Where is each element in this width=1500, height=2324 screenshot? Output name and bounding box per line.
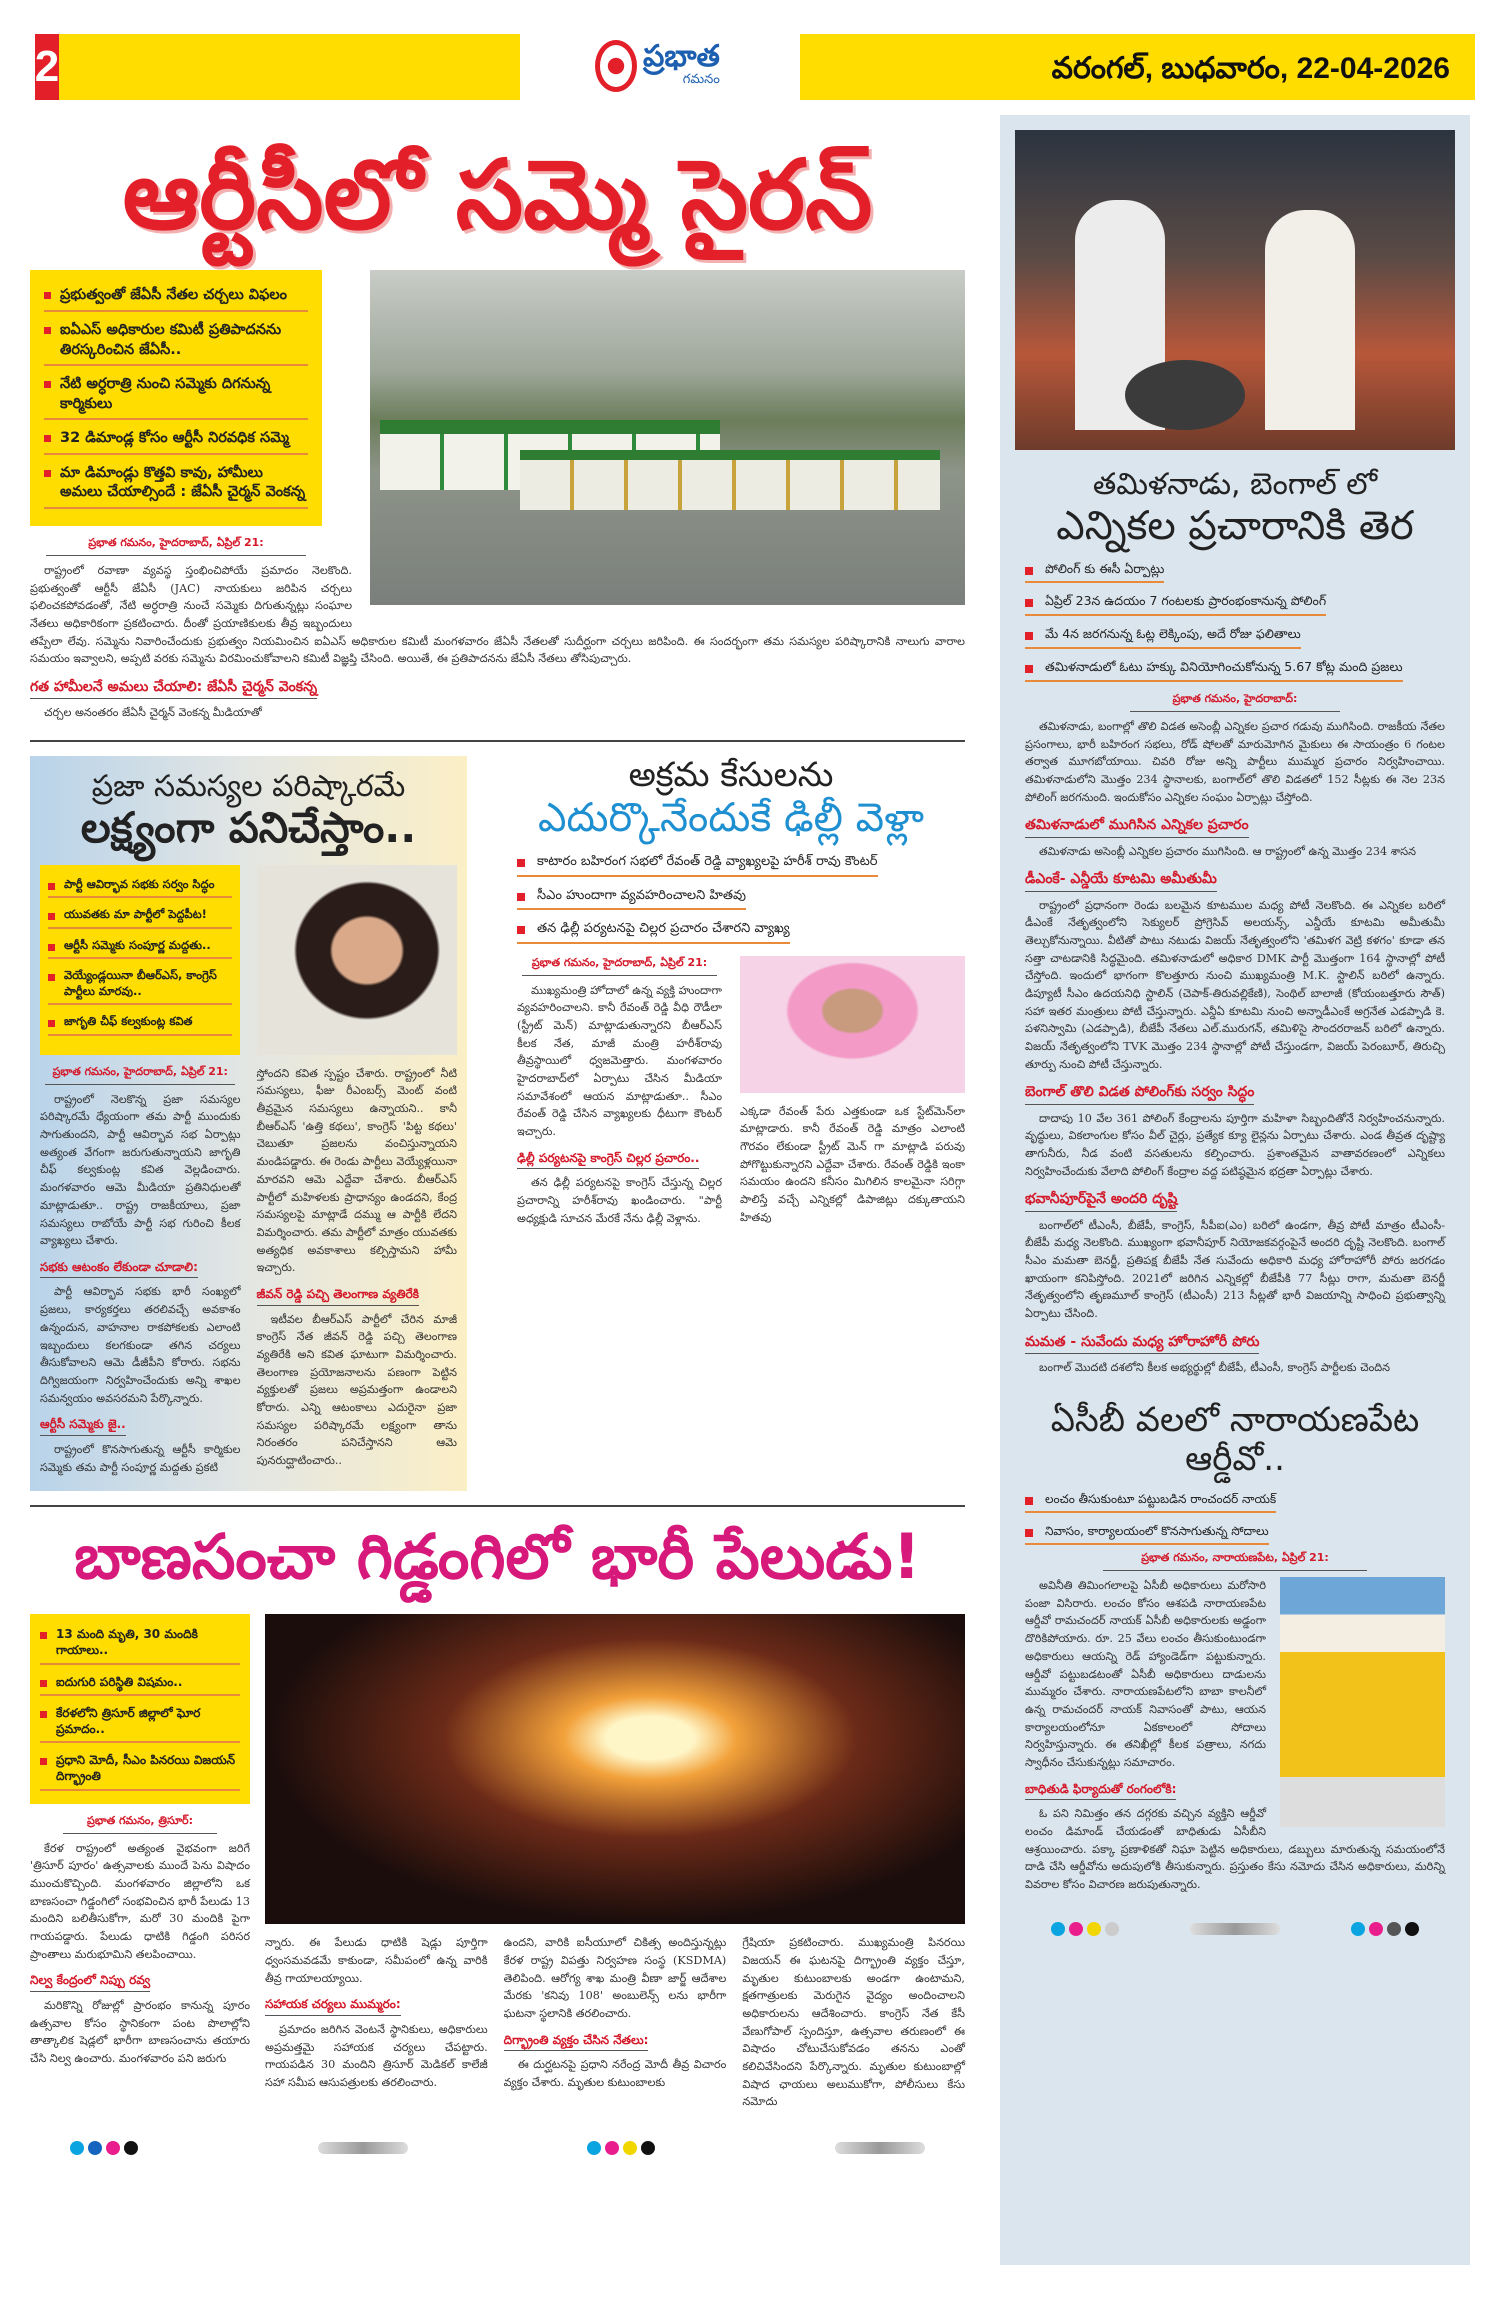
bullet: పార్టీ ఆవిర్భావ సభకు సర్వం సిద్ధం: [48, 873, 232, 899]
acb-headline: ఏసీబీ వలలో నారాయణపేట ఆర్డీవో..: [1050, 1399, 1420, 1479]
section-divider: [30, 740, 965, 742]
rtc-buses-photo: [370, 270, 965, 605]
color-registration-marks: [1351, 1922, 1419, 1936]
rtc-headline: ఆర్టీసీలో సమ్మె సైరన్: [122, 139, 873, 251]
paragraph: రాష్ట్రంలో ప్రధానంగా రెండు బలమైన కూటముల మధ్య పోటీ నెలకొంది. ఈ ఎన్నికల బరిలో డీఎంకే నేతృత్వంలోని సెక్యులర్ ప్రోగ్రెసివ్ అలయన్స్, ఎన్డీయే కూటమి అమీతుమీ తెల్చుకోనున్నాయి. వీటితో పాటు నటుడు విజయ్ నేతృత్వంలోని 'తమిళగ వెట్రి కళగం' కూడా తన సత్తా చాటడానికి సిద్ధమైంది. తమిళనాడులో అధికార DMK పార్టీ మొత్తంగా 164 స్థానాల్లో పోటీ చేస్తోంది. ఇందులో భాగంగా కొలత్తూరు నుంచి ముఖ్యమంత్రి M.K. స్టాలిన్ బరిలో ఉన్నారు. డిప్యూటీ సీఎం ఉదయనిధి స్టాలిన్ (చెపాక్-తిరువల్లికేణి), సెంథిల్ బాలాజీ (కోయంబత్తూరు సౌత్) సహా ఇతర మంత్రులు పోటీ చేస్తున్నారు. ఎన్డీఏ కూటమి నుంచి అన్నాడీఎంకే అగ్రనేత ఎడప్పాడి కె. పళనిస్వామి (ఎడప్పాడి), బీజేపీ నేతలు ఎల్.మురుగన్, తమిళిసై సౌందరరాజన్ బరిలో ఉన్నారు. విజయ్ నేతృత్వంలోని TVK మొత్తం 234 స్థానాల్లో పోటీ చేస్తుండగా, విజయ్ పెరంబూర్, తిరుచ్చి తూర్పు నుంచి పోటీ చేస్తున్నారు.: [1025, 898, 1445, 1071]
dateline: ప్రభాత గమనం, హైదరాబాద్, ఏప్రిల్ 21:: [45, 1065, 235, 1085]
date-line: వరంగల్, బుధవారం, 22-04-2026: [1051, 52, 1450, 85]
paragraph: స్తోందని కవిత స్పష్టం చేశారు. రాష్ట్రంలో నీటి సమస్యలు, ఫీజు రీఎంబర్స్ మెంట్ వంటి తీవ్రమైన సమస్యలు ఉన్నాయని.. కానీ బీఆర్ఎస్ 'ఉత్తి కథలు', కాంగ్రెస్ 'పిట్ట కథలు' చెబుతూ ప్రజలను వంచిస్తున్నాయని మండిపడ్డారు. ఈ రెండు పార్టీలు వెయ్యేళ్లయినా మారవని ఆమె ఎద్దేవా చేశారు. బీఆర్ఎస్ పార్టీలో మహిళలకు ప్రాధాన్యం ఉండదని, కేంద్ర సమస్యలపై మాట్లాడే దమ్ము ఆ పార్టీకి లేదని విమర్శించారు. తమ పార్టీలో మాత్రం యువతకు అత్యధిక అవకాశాలు కల్పిస్తామని హామీ ఇచ్చారు.: [256, 1066, 457, 1275]
paragraph: ఎక్కడా రేవంత్ పేరు ఎత్తకుండా ఒక స్టేట్‌మెన్‌లా మాట్లాడారు. కానీ రేవంత్ రెడ్డి మాత్రం ఎలాంటి గౌరవం లేకుండా స్ట్రీట్ మెన్ గా మాట్లాడి పరువు పోగొట్టుకున్నారని ఎద్దేవా చేశారు. రేవంత్ రెడ్డికి ఇంకా సమయం ఉందని కనీసం మిగిలిన కాలమైనా సరిగ్గా పాలిస్తే వచ్చే ఎన్నికల్లో డిపాజిట్లు దక్కుతాయని హితవు: [740, 1104, 965, 1224]
election-photo: [1015, 130, 1455, 450]
dateline: ప్రభాత గమనం, హైదరాబాద్:: [1130, 692, 1340, 712]
bullet: సీఎం హుందాగా వ్యవహరించాలని హితవు: [517, 883, 746, 911]
harish-article: [497, 756, 965, 1491]
newspaper-logo: [595, 30, 795, 102]
logo-emblem-icon: [595, 40, 637, 92]
bullet: మే 4న జరగనున్న ఓట్ల లెక్కింపు, అదే రోజు ఫలితాలు: [1025, 622, 1301, 649]
subheading: తమిళనాడులో ముగిసిన ఎన్నికల ప్రచారం: [1025, 816, 1249, 837]
paragraph: తమిళనాడు అసెంబ్లీ ఎన్నికల ప్రచారం ముగిసింది. ఆ రాష్ట్రంలో ఉన్న మొత్తం 234 శాసన: [1039, 844, 1416, 858]
bullet: 13 మంది మృతి, 30 మందికి గాయాలు..: [40, 1622, 240, 1664]
blast-photo: [265, 1614, 965, 1924]
bullet: ఐఏఎస్ అధికారుల కమిటీ ప్రతిపాదనను తిరస్కరించిన జేఏసీ..: [44, 317, 308, 366]
registration-bar: [835, 2142, 925, 2154]
bullet: ఆర్టీసీ సమ్మెకు సంపూర్ణ మద్దతు..: [48, 934, 232, 960]
acb-article: [1015, 1401, 1455, 1898]
paragraph: రాష్ట్రంలో కొనసాగుతున్న ఆర్టీసీ కార్మికుల సమ్మెకు తమ పార్టీ సంపూర్ణ మద్దతు ప్రకటి: [40, 1442, 241, 1474]
color-registration-marks: [70, 2141, 138, 2155]
subheading: బెంగాల్ తొలి విడత పోలింగ్‌కు సర్వం సిద్ధం: [1025, 1083, 1254, 1104]
harish-kicker: అక్రమ కేసులను: [628, 754, 834, 795]
paragraph: తన ఢిల్లీ పర్యటనపై కాంగ్రెస్ చేస్తున్న చిల్లర ప్రచారాన్ని హరీశ్‌రావు ఖండించారు. "పార్టీ అధ్యక్షుడి సూచన మేరకే నేను ఢిల్లీ వెళ్లాను.: [517, 1176, 722, 1225]
bullet: యువతకు మా పార్టీలో పెద్దపీట!: [48, 903, 232, 929]
header-bar-left: [35, 34, 520, 100]
bullet: ఏప్రిల్ 23న ఉదయం 7 గంటలకు ప్రారంభంకానున్న పోలింగ్: [1025, 589, 1326, 616]
paragraph: రాష్ట్రంలో నెలకొన్న ప్రజా సమస్యల పరిష్కారమే ధ్యేయంగా తమ పార్టీ ముందుకు సాగుతుందని, పార్టీ ఆవిర్భావ సభ ఏర్పాట్లు అత్యంత వేగంగా జరుగుతున్నాయని జాగృతి చీఫ్ కల్వకుంట్ల కవిత వెల్లడించారు. మంగళవారం ఆమె మీడియా ప్రతినిధులతో మాట్లాడుతూ.. రాష్ట్ర రాజకీయాలు, ప్రజా సమస్యలు రాబోయే పార్టీ సభ గురించి కీలక వ్యాఖ్యలు చేశారు.: [40, 1092, 241, 1248]
harish-headline: ఎదుర్కొనేందుకే ఢిల్లీ వెళ్లా: [538, 794, 924, 841]
rtc-article: [30, 140, 965, 726]
bullet: తమిళనాడులో ఓటు హక్కు వినియోగించుకోనున్న 5.67 కోట్ల మంది ప్రజలు: [1025, 655, 1403, 682]
bullet: వెయ్యేండ్లయినా బీఆర్ఎస్, కాంగ్రెస్ పార్టీలు మారవు..: [48, 964, 232, 1005]
rtc-bullets: [30, 270, 322, 526]
kavitha-photo: [257, 865, 457, 1055]
main-content: [30, 140, 965, 2155]
blast-bullets: [30, 1614, 250, 1803]
bullet: లంచం తీసుకుంటూ పట్టుబడిన రాంచందర్ నాయక్: [1025, 1487, 1276, 1513]
logo-title: ప్రభాత: [643, 39, 720, 74]
registration-bar: [1190, 1923, 1280, 1935]
bullet: ఐదుగురి పరిస్థితి విషమం..: [40, 1670, 240, 1696]
election-headline: ఎన్నికల ప్రచారానికి తెర: [1056, 502, 1414, 549]
paragraph: చర్చల అనంతరం జేఏసీ చైర్మన్ వెంకన్న మీడియాతో: [44, 706, 262, 720]
paragraph: తమిళనాడు, బంగాల్లో తొలి విడత అసెంబ్లీ ఎన్నికల ప్రచార గడువు ముగిసింది. రాజకీయ నేతల ప్రసంగాలు, భారీ బహిరంగ సభలు, రోడ్ షోలతో మారుమోగిన మైకులు ఈ సాయంత్రం 6 గంటల తర్వాత మూగబోయాయి. చివరి రోజు అన్ని పార్టీలు ముమ్మర ప్రచారం నిర్వహించాయి. తమిళనాడులోని మొత్తం 234 స్థానాలకు, బంగాల్‌లో తొలి విడతలో 152 సీట్లకు ఈ నెల 23న పోలింగ్ జరగనుంది. ఇందుకోసం ఎన్నికల సంఘం ఏర్పాట్లు చేస్తోంది.: [1025, 720, 1445, 804]
logo-subtitle: గమనం: [682, 72, 720, 87]
election-body: [1015, 692, 1455, 1377]
paragraph: రాష్ట్రంలో రవాణా వ్యవస్థ స్తంభించిపోయే ప్రమాదం నెలకొంది. ప్రభుత్వంతో ఆర్టీసీ జేఏసీ (JAC) నాయకులు జరిపిన చర్చలు ఫలించకపోవడంతో, నేటి అర్ధరాత్రి నుంచే సమ్మెకు దిగుతున్నట్లు సంఘాల నేతలు అధికారికంగా ప్రకటించారు. దీంతో ప్రయాణికులకు తీవ్ర ఇబ్బందులు తప్పేలా లేవు. సమ్మెను నివారించేందుకు ప్రభుత్వం నియమించిన ఐఏఎస్ అధికారుల కమిటీ మంగళవారం జేఏసీ నేతలతో సుదీర్ఘంగా చర్చలు జరిపింది. ఈ సందర్భంగా తమ సమస్యల పరిష్కారానికి నాలుగు వారాల సమయం ఇవ్వాలని, అప్పటి వరకు సమ్మెను విరమించుకోవాలని కమిటీ విజ్ఞప్తి చేసింది. అయితే, ఈ ప్రతిపాదనను జేఏసీ నేతలు తోసిపుచ్చారు.: [30, 563, 965, 666]
paragraph: దాదాపు 10 వేల 361 పోలింగ్ కేంద్రాలను పూర్తిగా మహిళా సిబ్బందితోనే నిర్వహించనున్నారు. వృద్ధులు, వికలాంగుల కోసం వీల్ చైర్లు, ప్రత్యేక క్యూ లైన్లను ఏర్పాటు చేశారు. ఎండ తీవ్రత దృష్ట్యా తాగునీరు, నీడ వంటి వసతులను కల్పించారు. ప్రశాంతమైన వాతావరణంలో ఎన్నికలు నిర్వహించేందుకు వేలాది పోలింగ్ కేంద్రాల వద్ద పటిష్ఠమైన భద్రతా ఏర్పాట్లు చేశారు.: [1025, 1111, 1445, 1178]
subheading: సహాయక చర్యలు ముమ్మరం:: [265, 1997, 401, 2016]
paragraph: అవినీతి తిమింగలాలపై ఏసీబీ అధికారులు మరోసారి పంజా విసిరారు. లంచం కోసం ఆశపడి నారాయణపేట ఆర్డీవో రామచందర్ నాయక్ ఏసీబీ అధికారులకు అడ్డంగా దొరికిపోయారు. రూ. 25 వేలు లంచం తీసుకుంటుండగా అధికారులు ఆయన్ని రెడ్ హ్యాండెడ్‌గా పట్టుకున్నారు. ఆర్డీవో పట్టుబడటంతో ఏసీబీ అధికారులు దాడులను ముమ్మరం చేశారు. నారాయణపేటలోని బాబా కాలనీలో ఉన్న రామచందర్ నాయక్ నివాసంతో పాటు, ఆయన కార్యాలయంలోనూ ఏకకాలంలో సోదాలు నిర్వహిస్తున్నారు. ఈ తనిఖీల్లో కీలక పత్రాలు, నగదు స్వాధీనం చేసుకున్నట్లు సమాచారం.: [1025, 1579, 1266, 1769]
subheading: బాధితుడి ఫిర్యాదుతో రంగంలోకి:: [1025, 1782, 1176, 1801]
bullet: ప్రధాని మోదీ, సీఎం పినరయి విజయన్ దిగ్భ్రాంతి: [40, 1748, 240, 1790]
page-number: 2: [35, 34, 59, 100]
color-registration-marks: [587, 2141, 655, 2155]
paragraph: ఇటీవల బీఆర్ఎస్ పార్టీలో చేరిన మాజీ కాంగ్రెస్ నేత జీవన్ రెడ్డి పచ్చి తెలంగాణ వ్యతిరేకి అని కవిత ఘాటుగా విమర్శించారు. తెలంగాణ ప్రయోజనాలను పణంగా పెట్టిన వ్యక్తులతో ప్రజలు అప్రమత్తంగా ఉండాలని కోరారు. ఎన్ని ఆటంకాలు ఎదురైనా ప్రజా సమస్యల పరిష్కారమే లక్ష్యంగా తాను నిరంతరం పనిచేస్తానని ఆమె పునరుద్ఘాటించారు..: [256, 1312, 457, 1468]
paragraph: ప్రమాదం జరిగిన వెంటనే స్థానికులు, అధికారులు అప్రమత్తమై సహాయక చర్యలు చేపట్టారు. గాయపడిన 30 మందిని త్రిసూర్ మెడికల్ కాలేజీ సహా సమీప ఆసుపత్రులకు తరలించారు.: [265, 2022, 488, 2089]
bullet: నివాసం, కార్యాలయంలో కొనసాగుతున్న సోదాలు: [1025, 1519, 1269, 1545]
paragraph: ఓ పని నిమిత్తం తన దగ్గరకు వచ్చిన వ్యక్తిని ఆర్డీవో లంచం డిమాండ్ చేయడంతో బాధితుడు ఏసీబీని ఆశ్రయించారు. పక్కా ప్రణాళికతో నిఘా పెట్టిన అధికారులు, డబ్బులు మారుతున్న సమయంలోనే దాడి చేసి ఆర్డీవోను అదుపులోకి తీసుకున్నారు. ప్రస్తుతం కేసు నమోదు చేసిన అధికారులు, మరిన్ని వివరాల కోసం విచారణ జరుపుతున్నారు.: [1025, 1807, 1445, 1891]
bullet: 32 డిమాండ్ల కోసం ఆర్టీసీ నిరవధిక సమ్మె: [44, 425, 308, 455]
color-registration-marks: [1051, 1922, 1119, 1936]
subheading: గత హామీలనే అమలు చేయాలి: జేఏసీ చైర్మన్ వెంకన్న: [30, 678, 317, 699]
kavitha-article: [30, 756, 467, 1491]
kavitha-kicker: ప్రజా సమస్యల పరిష్కారమే: [91, 768, 406, 804]
paragraph: న్నారు. ఈ పేలుడు ధాటికి షెడ్లు పూర్తిగా ధ్వంసమవడమే కాకుండా, సమీపంలో ఉన్న వారికి తీవ్ర గాయాలయ్యాయి.: [265, 1936, 488, 1985]
section-divider: [30, 1505, 965, 1507]
paragraph: మరికొన్ని రోజుల్లో ప్రారంభం కానున్న పూరం ఉత్సవాల కోసం స్థానికంగా పంట పొలాల్లోని తాత్కాలిక షెడ్లలో భారీగా బాణసంచాను తయారు చేసి నిల్వ ఉంచారు. మంగళవారం పని జరుగు: [30, 1999, 250, 2066]
paragraph: కేరళ రాష్ట్రంలో అత్యంత వైభవంగా జరిగే 'త్రిసూర్ పూరం' ఉత్సవాలకు ముందే పెను విషాదం ముంచుకొచ్చింది. మంగళవారం జిల్లాలోని ఒక బాణసంచా గిడ్డంగిలో సంభవించిన భారీ పేలుడు 13 మందిని బలితీసుకోగా, మరో 30 మందికి పైగా గాయపడ్డారు. పేలుడు ధాటికి గిడ్డంగి పరిసర ప్రాంతాలు మరుభూమిని తలపించాయి.: [30, 1841, 250, 1961]
paragraph: ముఖ్యమంత్రి హోదాలో ఉన్న వ్యక్తి హుందాగా వ్యవహరించాలని. కానీ రేవంత్ రెడ్డి వీధి రౌడీలా (స్ట్రీట్ మెన్) మాట్లాడుతున్నారని బీఆర్ఎస్ కీలక నేత, మాజీ మంత్రి హరీశ్‌రావు తీవ్రస్థాయిలో ధ్వజమెత్తారు. మంగళవారం హైదరాబాద్‌లో ఏర్పాటు చేసిన మీడియా సమావేశంలో ఆయన మాట్లాడుతూ.. సీఎం రేవంత్ రెడ్డి చేసిన వ్యాఖ్యలకు ధీటుగా కౌంటర్ ఇచ్చారు.: [517, 983, 722, 1139]
subheading: ఆర్టీసీ సమ్మెకు జై..: [40, 1417, 126, 1436]
harish-photo: [740, 956, 965, 1093]
paragraph: పార్టీ ఆవిర్భావ సభకు భారీ సంఖ్యలో ప్రజలు, కార్యకర్తలు తరలివచ్చే అవకాశం ఉన్నందున, వాహనాల రాకపోకలకు ఎలాంటి ఇబ్బందులు కలగకుండా తగిన చర్యలు తీసుకోవాలని ఆమె డీజీపీని కోరారు. సభను దిగ్విజయంగా నిర్వహించేందుకు అన్ని శాఖల సమన్వయం అవసరమని పేర్కొన్నారు.: [40, 1285, 241, 1405]
dateline: ప్రభాత గమనం, హైదరాబాద్, ఏప్రిల్ 21:: [522, 956, 717, 976]
dateline: ప్రభాత గమనం, త్రిసూర్:: [63, 1814, 217, 1834]
election-kicker: తమిళనాడు, బెంగాల్ లో: [1092, 467, 1378, 502]
harish-bullets: [517, 849, 965, 944]
bullet: కేరళలోని త్రిసూర్ జిల్లాలో ఘోర ప్రమాదం..: [40, 1701, 240, 1743]
acb-bullets: [1025, 1487, 1455, 1545]
subheading: ఢిల్లీ పర్యటనపై కాంగ్రెస్ చిల్లర ప్రచారం..: [517, 1151, 699, 1170]
right-sidebar: [1000, 115, 1470, 2265]
acb-officer-photo: [1280, 1577, 1445, 1827]
bullet: జాగృతి చీఫ్ కల్వకుంట్ల కవిత: [48, 1010, 232, 1036]
bullet: ప్రభుత్వంతో జేఏసీ నేతల చర్చలు విఫలం: [44, 282, 308, 312]
bullet: పోలింగ్ కు ఈసీ ఏర్పాట్లు: [1025, 557, 1164, 584]
dateline: ప్రభాత గమనం, నారాయణపేట, ఏప్రిల్ 21:: [1103, 1551, 1367, 1571]
paragraph: బంగాల్ మొదటి దశలోని కీలక అభ్యర్థుల్లో బీజేపీ, టీఎంసీ, కాంగ్రెస్ పార్టీలకు చెందిన: [1039, 1360, 1391, 1374]
registration-bar: [318, 2142, 408, 2154]
kavitha-headline: లక్ష్యంగా పనిచేస్తాం..: [80, 803, 417, 853]
subheading: దిగ్భ్రాంతి వ్యక్తం చేసిన నేతలు:: [504, 2033, 649, 2052]
paragraph: ఈ దుర్ఘటనపై ప్రధాని నరేంద్ర మోదీ తీవ్ర విచారం వ్యక్తం చేశారు. మృతుల కుటుంబాలకు: [503, 2058, 727, 2089]
blast-article: [30, 1521, 965, 2111]
kavitha-bullets: [40, 865, 240, 1055]
bullet: కాటారం బహిరంగ సభలో రేవంత్ రెడ్డి వ్యాఖ్యలపై హరీశ్ రావు కౌంటర్: [517, 849, 878, 877]
bullet: మా డిమాండ్లు కొత్తవి కావు, హామీలు అమలు చేయాల్సిందే : జేఏసీ చైర్మన్ వెంకన్న: [44, 460, 308, 509]
subheading: జీవన్ రెడ్డి పచ్చి తెలంగాణ వ్యతిరేకి: [257, 1287, 420, 1306]
blast-headline: బాణసంచా గిడ్డంగిలో భారీ పేలుడు!: [74, 1519, 921, 1593]
subheading: సభకు ఆటంకం లేకుండా చూడాలి:: [40, 1260, 198, 1279]
subheading: నిల్వ కేంద్రంలో నిప్పు రవ్వ: [30, 1973, 150, 1992]
paragraph: బంగాల్‌లో టీఎంసీ, బీజేపీ, కాంగ్రెస్, సీపీఐ(ఎం) బరిలో ఉండగా, తీవ్ర పోటీ మాత్రం టీఎంసీ- బీజేపీ మధ్య నెలకొంది. ముఖ్యంగా భవానీపూర్ నియోజకవర్గంపైనే అందరి దృష్టి నెలకొంది. బంగాల్ సీఎం మమతా బెనర్జీ, ప్రతిపక్ష బీజేపీ నేత సువేందు అధికారి మధ్య హోరాహోరీ పోరు జరగడం ఖాయంగా కనిపిస్తోంది. 2021లో జరిగిన ఎన్నికల్లో బీజేపీకి 77 సీట్లు రాగా, మమతా బెనర్జీ నేతృత్వంలోని తృణమూల్ కాంగ్రెస్ (టీఎంసీ) 213 సీట్లతో భారీ విజయాన్ని సాధించి ప్రభుత్వాన్ని ఏర్పాటు చేసింది.: [1025, 1218, 1445, 1320]
bullet: తన ఢిల్లీ పర్యటనపై చిల్లర ప్రచారం చేశారని వ్యాఖ్య: [517, 916, 790, 944]
paragraph: ఉందని, వారికి ఐసీయూలో చికిత్స అందిస్తున్నట్లు కేరళ రాష్ట్ర విపత్తు నిర్వహణ సంస్థ (KSDMA) తెలిపింది. ఆరోగ్య శాఖ మంత్రి వీణా జార్జ్ ఆదేశాల మేరకు 'కనివు 108' అంబులెన్స్ లను భారీగా ఘటనా స్థలానికి తరలించారు.: [503, 1936, 727, 2021]
election-bullets: [1025, 557, 1455, 683]
bullet: నేటి అర్ధరాత్రి నుంచి సమ్మెకు దిగనున్న కార్మికులు: [44, 371, 308, 420]
subheading: డీఎంకే- ఎన్డీయే కూటమి అమీతుమీ: [1025, 870, 1217, 891]
dateline: ప్రభాత గమనం, హైదరాబాద్, ఏప్రిల్ 21:: [46, 536, 306, 556]
subheading: భవానీపూర్‌పైనే అందరి దృష్టి: [1025, 1190, 1177, 1211]
paragraph: గ్రేషియా ప్రకటించారు. ముఖ్యమంత్రి పినరయి విజయన్ ఈ ఘటనపై దిగ్భ్రాంతి వ్యక్తం చేస్తూ, మృతుల కుటుంబాలకు అండగా ఉంటామని, క్షతగాత్రులకు మెరుగైన వైద్యం అందించాలని అధికారులను ఆదేశించారు. కాంగ్రెస్ నేత కేసీ వేణుగోపాల్ స్పందిస్తూ, ఉత్సవాల తరుణంలో ఈ విషాదం చోటుచేసుకోవడం తనను ఎంతో కలిచివేసిందని పేర్కొన్నారు. మృతుల కుటుంబాల్లో విషాద ఛాయలు అలుముకోగా, పోలీసులు కేసు నమోదు: [742, 1936, 965, 2109]
subheading: మమత - సువేందు మధ్య హోరాహోరీ పోరు: [1025, 1333, 1259, 1354]
